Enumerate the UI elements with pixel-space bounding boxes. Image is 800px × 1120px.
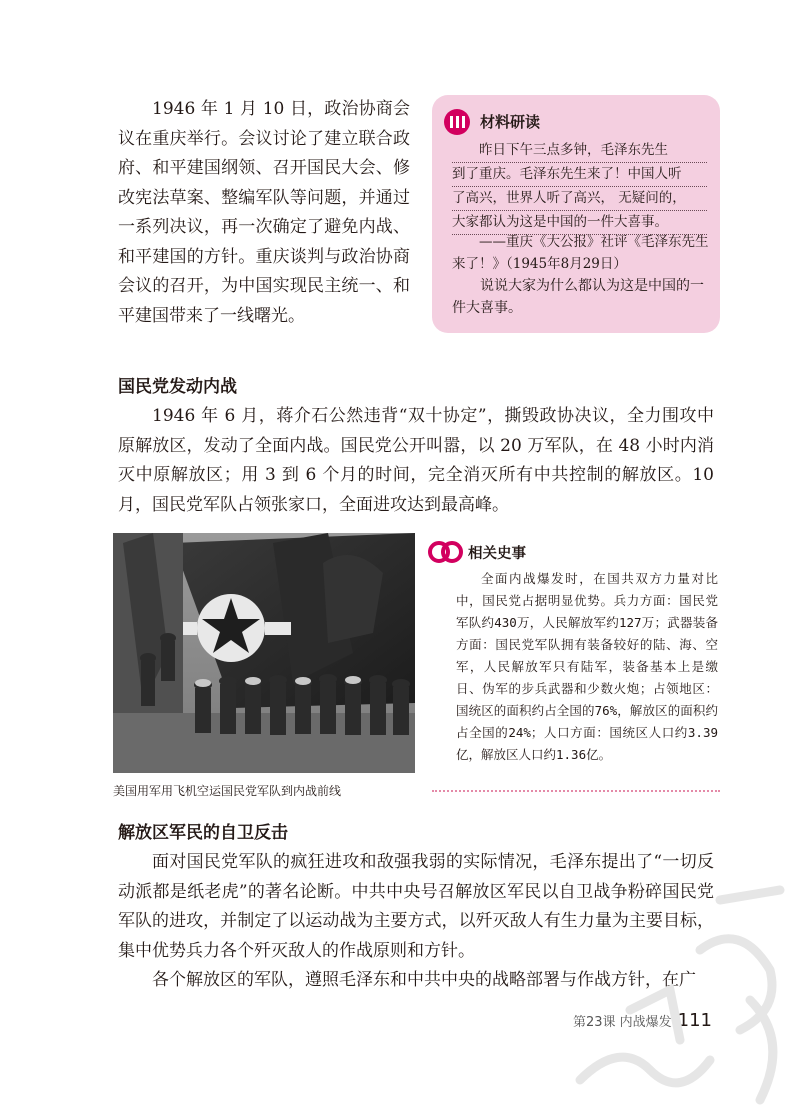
material-study-box xyxy=(432,95,720,333)
dotted-divider xyxy=(432,790,720,792)
related-history-text: 全面内战爆发时，在国共双方力量对比中，国民党占据明显优势。兵力方面：国民党军队约430万，人民解放军约127万；武器装备方面：国民党军队拥有装备较好的陆、海、空军，人民解放军只有陆军，装备基本上是缴日、伪军的步兵武器和少数火炮；占领地区：国统区的面积约占全国的76%，解放区的面积约占全国的24%；人口方面：国统区人口约3.39亿，解放区人口约1.36亿。 xyxy=(456,571,718,762)
quote-line: 了高兴，世界人听了高兴， 无疑问的， xyxy=(452,187,707,211)
material-source: ——重庆《大公报》社评《毛泽东先生来了！》（1945年8月29日） xyxy=(452,234,709,272)
quote-line: 到了重庆。毛泽东先生来了！中国人听 xyxy=(452,163,707,187)
page-number: 111 xyxy=(677,1010,712,1031)
counterattack-paragraph: 面对国民党军队的疯狂进攻和敌强我弱的实际情况，毛泽东提出了“一切反动派都是纸老虎”的著名论断。中共中央号召解放区军民以自卫战争粉碎国民党军队的进攻，并制定了以运动战为主要方式，以歼灭敌人有生力量为主要目标，集中优势兵力各个歼灭敌人的作战原则和方针。 xyxy=(118,852,714,961)
section-heading-civil-war: 国民党发动内战 xyxy=(118,377,237,397)
related-history-box xyxy=(428,538,720,798)
photo-caption: 美国用军用飞机空运国民党军队到内战前线 xyxy=(113,784,342,798)
civil-war-paragraph: 1946 年 6 月，蒋介石公然违背“双十协定”，撕毁政协决议，全力围攻中原解放区，发动了全面内战。国民党公开叫嚣，以 20 万军队，在 48 小时内消灭中原解放区；用 3 到 6 个月的时间，完全消灭所有中共控制的解放区。10 月，国民党军队占领张家口，全面进攻达到最高峰。 xyxy=(118,406,714,515)
material-question: 说说大家为什么都认为这是中国的一件大喜事。 xyxy=(452,278,704,316)
page-footer xyxy=(573,1010,712,1031)
material-study-title: 材料研读 xyxy=(480,113,541,131)
quote-line: 大家都认为这是中国的一件大喜事。 xyxy=(452,211,707,235)
quote-line: 昨日下午三点多钟，毛泽东先生 xyxy=(452,139,707,163)
counterattack-section xyxy=(118,848,714,996)
material-quote xyxy=(452,139,707,235)
intro-paragraph: 1946 年 1 月 10 日，政治协商会议在重庆举行。会议讨论了建立联合政府、和平建国纲领、召开国民大会、修改宪法草案、整编军队等问题，并通过一系列决议，再一次确定了避免内战、和平建国的方针。重庆谈判与政治协商会议的召开，为中国实现民主统一、和平建国带来了一线曙光。 xyxy=(118,99,410,326)
related-history-icon xyxy=(428,538,464,566)
material-study-icon xyxy=(444,109,470,135)
continuation-paragraph: 各个解放区的军队，遵照毛泽东和中共中央的战略部署与作战方针，在广 xyxy=(152,970,696,990)
lesson-label: 第23课 内战爆发 xyxy=(572,1015,672,1030)
related-history-title: 相关史事 xyxy=(468,546,526,562)
historical-photo xyxy=(113,533,415,773)
section-heading-counterattack: 解放区军民的自卫反击 xyxy=(118,823,288,843)
